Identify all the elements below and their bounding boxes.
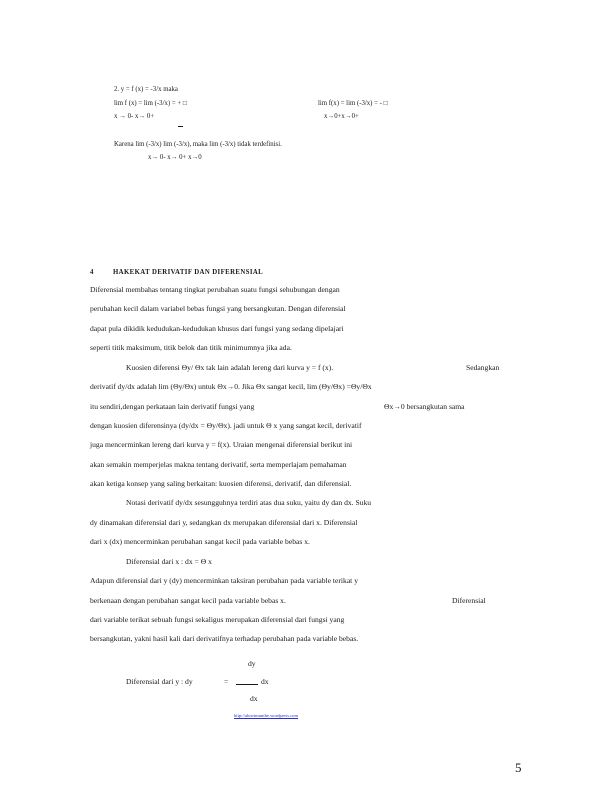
paragraph-line: bersangkutan, yakni hasil kali dari derivatifnya terhadap perubahan pada variable bebas. (90, 634, 359, 643)
dx-definition: Diferensial dari x : dx = Θ x (126, 557, 212, 566)
limit-right-subscript: x→0+x→0+ (324, 113, 359, 120)
source-link[interactable]: http://aluwimunthe.wordpress.com (234, 713, 299, 718)
formula-denominator: dx (250, 694, 258, 703)
paragraph-line: dengan kuosien diferensinya (dy/dx = Θy/Θx). jadi untuk Θ x yang sangat kecil, derivatif (90, 421, 362, 430)
paragraph-line-right: Sedangkan (466, 363, 500, 372)
section-number: 4 (90, 269, 94, 276)
paragraph-line: dapat pula dikidik kedudukan-kedudukan khusus dari fungsi yang sedang dipelajari (90, 324, 344, 333)
paragraph-line: Kuosien diferensi Θy/ Θx tak lain adalah lereng dari kurva y = f (x). (126, 363, 334, 372)
paragraph-line: derivatif dy/dx adalah lim (Θy/Θx) untuk Θx→0. Jika Θx sangat kecil, lim (Θy/Θx) =Θy/Θx (90, 382, 372, 391)
paragraph-line: Notasi derivatif dy/dx sesungguhnya terdiri atas dua suku, yaitu dy dan dx. Suku (126, 498, 372, 507)
paragraph-line: perubahan kecil dalam variabel bebas fungsi yang bersangkutan. Dengan diferensial (90, 304, 346, 313)
formula-label: Diferensial dari y : dy (126, 677, 193, 686)
paragraph-line: dari variable terikat sebuah fungsi sekaligus merupakan diferensial dari fungsi yang (90, 615, 345, 624)
paragraph-line: akan semakin memperjelas makna tentang derivatif, serta memperlajam pemahaman (90, 460, 347, 469)
formula-multiplier: dx (261, 677, 269, 686)
conclusion-subscript: x→ 0- x→ 0+ x→0 (148, 154, 202, 161)
limit-right-expression: lim f(x) = lim (-3/x) = - □ (318, 100, 388, 107)
paragraph-line: dari x (dx) mencerminkan perubahan sangat kecil pada variable bebas x. (90, 537, 310, 546)
limit-left-expression: lim f (x) = lim (-3/x) = + □ (114, 100, 187, 107)
paragraph-line: itu sendiri,dengan perkataan lain derivatif fungsi yang (90, 402, 255, 411)
paragraph-line: akan ketiga konsep yang saling berkaitan: kuosien diferensi, derivatif, dan diferensial. (90, 479, 352, 488)
paragraph-line: berkenaan dengan perubahan sangat kecil pada variable bebas x. (90, 596, 286, 605)
paragraph-line: Adapun diferensial dari y (dy) mencerminkan taksiran perubahan pada variable terikat y (90, 576, 358, 585)
overbar-mark (178, 126, 183, 127)
formula-equals: = (224, 677, 229, 686)
limit-left-subscript: x → 0- x→ 0+ (114, 113, 155, 120)
page-number: 5 (515, 760, 522, 775)
example-title: 2. y = f (x) = -3/x maka (114, 86, 178, 93)
paragraph-line: dy dinamakan diferensial dari y, sedangkan dx merupakan diferensial dari x. Diferensial (90, 518, 358, 527)
paragraph-line: seperti titik maksimum, titik belok dan titik minimumnya jika ada. (90, 343, 292, 352)
section-title: HAKEKAT DERIVATIF DAN DIFERENSIAL (113, 269, 264, 276)
formula-numerator: dy (248, 659, 256, 668)
paragraph-line: Diferensial membahas tentang tingkat perubahan suatu fungsi sehubungan dengan (90, 285, 340, 294)
paragraph-line-right: Diferensial (452, 596, 486, 605)
paragraph-line: juga mencerminkan lereng dari kurva y = f(x). Uraian mengenai diferensial berikut ini (90, 440, 353, 449)
paragraph-line-right: Θx→0 bersangkutan sama (384, 402, 465, 411)
conclusion-expression: Karena lim (-3/x) lim (-3/x), maka lim (-3/x) tidak terdefinisi. (114, 141, 282, 148)
fraction-bar (236, 684, 258, 685)
